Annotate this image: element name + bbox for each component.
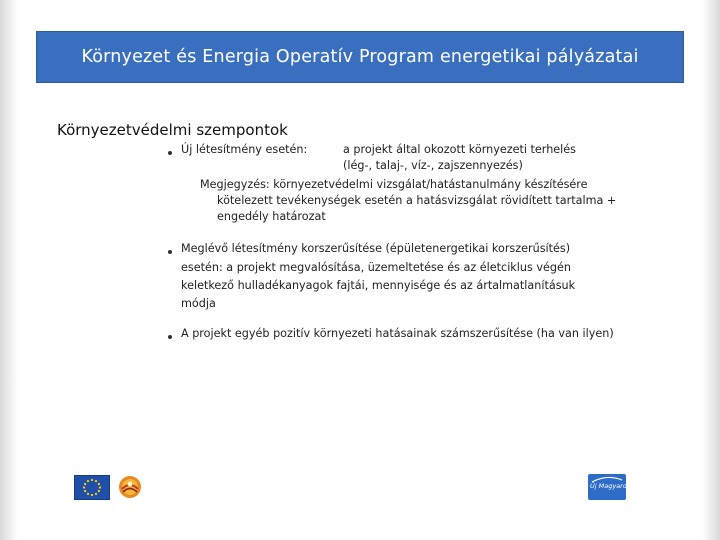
bullet-text-line: esetén: a projekt megvalósítása, üzemeltetése és az életciklus végén [181,261,571,274]
bullet-dot [168,250,172,254]
bullet-dot [168,335,172,339]
eu-stars-icon [75,476,109,499]
sun-emblem-icon [118,475,142,499]
bullet-text-line: A projekt egyéb pozitív környezeti hatásainak számszerűsítése (ha van ilyen) [181,327,614,340]
logo-text: Új Magyarország [590,482,645,490]
right-edge-shadow [702,0,720,540]
bullet-text-line: Meglévő létesítmény korszerűsítése (épületenergetikai korszerűsítés) [181,242,571,255]
note-line: Megjegyzés: környezetvédelmi vizsgálat/hatástanulmány készítésére [200,178,588,191]
bullet-text-line: módja [181,297,216,310]
note-line: engedély határozat [217,210,326,223]
section-heading: Környezetvédelmi szempontok [57,121,288,139]
title-bar [36,31,684,83]
slide-title: Környezet és Energia Operatív Program energetikai pályázatai [81,47,639,67]
left-edge-shadow [0,0,18,540]
bullet-dot [168,151,172,155]
note-line: kötelezett tevékenységek esetén a hatásvizsgálat rövidített tartalma + [217,194,617,207]
uj-magyarorszag-logo [588,474,645,500]
bullet-text-line: keletkező hulladékanyagok fajtái, mennyisége és az ártalmatlanításuk [181,279,576,292]
bullet-text-line: (lég-, talaj-, víz-, zajszennyezés) [343,159,523,172]
eu-flag-icon [74,475,110,500]
bullet-text-line: a projekt által okozott környezeti terhelés [343,143,577,156]
bullet-label: Új létesítmény esetén: [181,143,308,156]
